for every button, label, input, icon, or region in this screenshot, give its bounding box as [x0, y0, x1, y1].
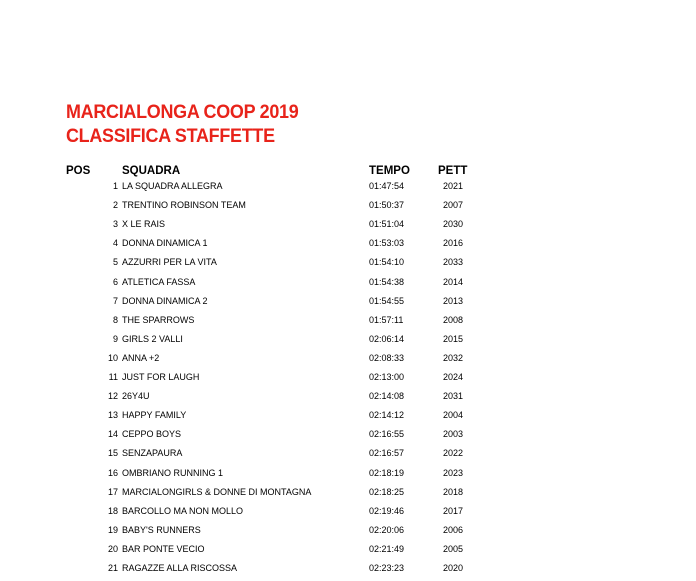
table-row: [0, 486, 696, 505]
row-position: 11: [108, 372, 118, 382]
row-time: 02:21:49: [369, 543, 405, 554]
row-team-name: CEPPO BOYS: [122, 429, 182, 440]
row-bib-number: 2022: [443, 448, 464, 459]
row-team-name: 26Y4U: [122, 391, 150, 402]
row-bib-number: 2004: [443, 410, 464, 421]
row-time: 02:19:46: [369, 505, 405, 516]
row-bib-number: 2008: [443, 314, 464, 325]
table-row: [0, 428, 696, 447]
table-row: [0, 562, 696, 581]
document-subtitle: CLASSIFICA STAFFETTE: [66, 125, 275, 147]
row-team-name: JUST FOR LAUGH: [122, 372, 200, 382]
row-position: 2: [112, 200, 118, 211]
row-position: 8: [112, 314, 118, 325]
row-bib-number: 2024: [443, 372, 464, 382]
row-team-name: HAPPY FAMILY: [122, 410, 187, 421]
row-time: 02:23:23: [369, 563, 405, 573]
row-team-name: ANNA +2: [122, 352, 160, 363]
row-position: 14: [107, 429, 118, 440]
row-position: 3: [112, 219, 118, 230]
column-header-tempo: TEMPO: [369, 165, 410, 177]
row-team-name: RAGAZZE ALLA RISCOSSA: [122, 563, 238, 573]
row-team-name: MARCIALONGIRLS & DONNE DI MONTAGNA: [122, 486, 312, 497]
row-bib-number: 2030: [443, 219, 464, 230]
table-row: [0, 333, 696, 352]
row-position: 16: [107, 467, 118, 478]
table-row: [0, 295, 696, 314]
row-time: 02:08:33: [369, 352, 405, 363]
table-row: [0, 256, 696, 275]
row-bib-number: 2033: [443, 257, 464, 268]
row-bib-number: 2016: [443, 238, 464, 249]
row-position: 15: [107, 448, 118, 459]
row-bib-number: 2003: [443, 429, 464, 440]
row-time: 01:50:37: [369, 200, 405, 211]
row-time: 02:13:00: [369, 372, 405, 382]
table-row: [0, 352, 696, 371]
row-position: 5: [112, 257, 118, 268]
row-team-name: DONNA DINAMICA 1: [122, 238, 208, 249]
row-position: 19: [107, 524, 118, 535]
column-header-pett: PETT: [438, 165, 468, 177]
row-bib-number: 2031: [443, 391, 464, 402]
table-row: [0, 409, 696, 428]
table-row: [0, 180, 696, 199]
row-team-name: BARCOLLO MA NON MOLLO: [122, 505, 244, 516]
row-team-name: TRENTINO ROBINSON TEAM: [122, 200, 246, 211]
table-row: [0, 467, 696, 486]
table-row: [0, 218, 696, 237]
row-position: 17: [107, 486, 118, 497]
row-bib-number: 2006: [443, 524, 464, 535]
table-row: [0, 543, 696, 562]
row-team-name: LA SQUADRA ALLEGRA: [122, 181, 223, 191]
document-title: MARCIALONGA COOP 2019: [66, 101, 299, 123]
column-header-pos: POS: [66, 165, 91, 177]
row-time: 02:14:12: [369, 410, 405, 421]
row-bib-number: 2015: [443, 333, 464, 344]
row-time: 01:53:03: [369, 238, 405, 249]
row-position: 20: [107, 543, 118, 554]
row-time: 01:57:11: [369, 314, 404, 325]
row-position: 6: [112, 276, 118, 287]
row-bib-number: 2018: [443, 486, 464, 497]
row-team-name: THE SPARROWS: [122, 314, 195, 325]
row-position: 21: [107, 563, 118, 573]
row-position: 12: [107, 391, 118, 402]
row-bib-number: 2020: [443, 563, 464, 573]
row-time: 02:18:25: [369, 486, 405, 497]
row-team-name: OMBRIANO RUNNING 1: [122, 467, 224, 478]
row-team-name: BAR PONTE VECIO: [122, 543, 205, 554]
row-bib-number: 2014: [443, 276, 464, 287]
table-row: [0, 505, 696, 524]
row-position: 18: [107, 505, 118, 516]
row-time: 01:54:55: [369, 295, 405, 306]
table-row: [0, 199, 696, 218]
row-time: 02:20:06: [369, 524, 405, 535]
table-row: [0, 524, 696, 543]
row-team-name: AZZURRI PER LA VITA: [122, 257, 217, 268]
row-time: 01:47:54: [369, 181, 405, 191]
row-bib-number: 2013: [443, 295, 464, 306]
row-position: 1: [112, 181, 118, 191]
table-row: [0, 447, 696, 466]
row-team-name: ATLETICA FASSA: [122, 276, 196, 287]
table-row: [0, 314, 696, 333]
row-team-name: SENZAPAURA: [122, 448, 183, 459]
table-row: [0, 371, 696, 390]
column-header-squadra: SQUADRA: [122, 165, 181, 177]
table-row: [0, 276, 696, 295]
row-position: 10: [107, 352, 118, 363]
row-time: 02:14:08: [369, 391, 405, 402]
row-position: 9: [112, 333, 118, 344]
row-team-name: GIRLS 2 VALLI: [122, 333, 183, 344]
row-team-name: DONNA DINAMICA 2: [122, 295, 208, 306]
row-time: 01:54:38: [369, 276, 405, 287]
row-time: 02:16:55: [369, 429, 405, 440]
row-time: 01:54:10: [369, 257, 405, 268]
row-position: 13: [107, 410, 118, 421]
row-position: 4: [112, 238, 118, 249]
row-team-name: X LE RAIS: [122, 219, 166, 230]
row-time: 01:51:04: [369, 219, 405, 230]
row-time: 02:18:19: [369, 467, 405, 478]
row-time: 02:16:57: [369, 448, 405, 459]
row-time: 02:06:14: [369, 333, 405, 344]
row-bib-number: 2021: [443, 181, 464, 191]
row-bib-number: 2023: [443, 467, 464, 478]
row-bib-number: 2032: [443, 352, 464, 363]
row-bib-number: 2007: [443, 200, 464, 211]
row-bib-number: 2005: [443, 543, 464, 554]
row-bib-number: 2017: [443, 505, 464, 516]
table-row: [0, 237, 696, 256]
table-row: [0, 390, 696, 409]
row-team-name: BABY'S RUNNERS: [122, 524, 201, 535]
row-position: 7: [112, 295, 118, 306]
